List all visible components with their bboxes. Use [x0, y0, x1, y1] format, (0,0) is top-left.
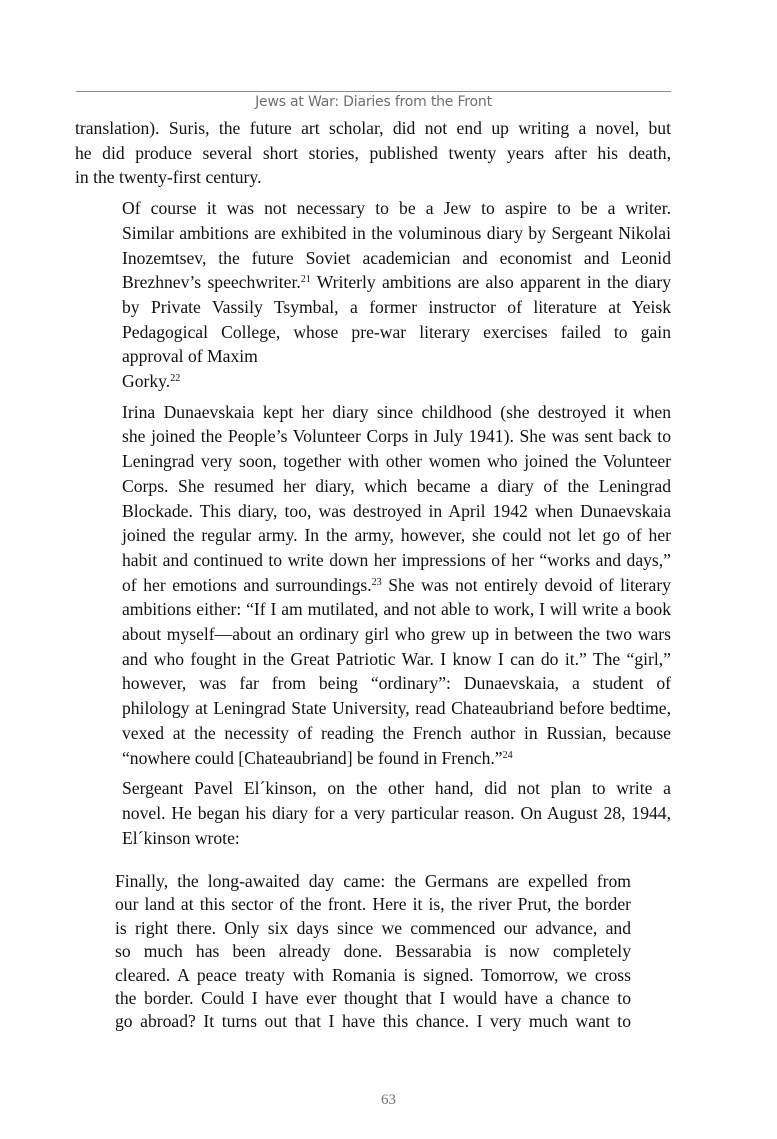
text-segment: of her emotions and surroundings. — [122, 574, 372, 595]
quote-line: our land at this sector of the front. Here it is, the river Prut, the border — [115, 894, 631, 915]
text-line: Sergeant Pavel El´kinson, on the other hand, did not plan to write a — [122, 778, 671, 799]
footnote-ref-21[interactable]: 21 — [300, 274, 311, 286]
diary-quote — [115, 870, 631, 1034]
paragraph-1 — [75, 116, 671, 190]
text-line: she joined the People’s Volunteer Corps in July 1941). She was sent back to — [122, 426, 671, 447]
footnote-ref-23[interactable]: 23 — [371, 576, 382, 588]
text-line: philology at Leningrad State University, read Chateaubriand before bedtime, — [122, 698, 671, 719]
text-line: about myself—about an ordinary girl who grew up in between the two wars — [122, 624, 671, 645]
text-line: Leningrad very soon, together with other women who joined the Volunteer — [122, 451, 671, 472]
text-line: Corps. She resumed her diary, which became a diary of the Leningrad — [122, 475, 671, 496]
paragraph-3 — [75, 400, 671, 771]
text-line: by Private Vassily Tsymbal, a former instructor of literature at Yeisk — [122, 296, 671, 317]
quote-line: so much has been already done. Bessarabia is now completely — [115, 941, 631, 962]
text-line: translation). Suris, the future art scholar, did not end up writing a novel, but — [75, 118, 671, 138]
text-line — [75, 270, 671, 295]
footnote-ref-22[interactable]: 22 — [170, 373, 181, 385]
text-line: joined the regular army. In the army, however, she could not let go of her — [122, 525, 671, 546]
text-line: Blockade. This diary, too, was destroyed in April 1942 when Dunaevskaia — [122, 500, 671, 521]
quote-line: Finally, the long-awaited day came: the Germans are expelled from — [115, 871, 631, 891]
footnote-ref-24[interactable]: 24 — [502, 749, 513, 761]
paragraph-4 — [75, 776, 671, 850]
text-line: vexed at the necessity of reading the French author in Russian, because — [122, 722, 671, 743]
page-number: 63 — [381, 1092, 396, 1108]
text-line: novel. He began his diary for a very particular reason. On August 28, 1944, — [122, 802, 671, 823]
text-line: ambitions either: “If I am mutilated, and not able to work, I will write a book — [122, 599, 671, 620]
text-segment: Writerly ambitions are also apparent in the diary — [310, 272, 671, 293]
text-line: Pedagogical College, whose pre-war literary exercises failed to gain — [122, 321, 671, 342]
quote-line: is right there. Only six days since we commenced our advance, and — [115, 917, 631, 938]
text-line: approval of Maxim — [122, 346, 258, 367]
running-title: Jews at War: Diaries from the Front — [255, 94, 492, 110]
text-segment: Gorky. — [122, 371, 171, 392]
quote-line: cleared. A peace treaty with Romania is signed. Tomorrow, we cross — [115, 964, 631, 985]
text-line: habit and continued to write down her impressions of her “works and days,” — [122, 549, 671, 570]
header-rule — [76, 91, 671, 92]
text-line: Inozemtsev, the future Soviet academician and economist and Leonid — [122, 247, 671, 268]
text-line: Of course it was not necessary to be a Jew to aspire to be a writer. — [122, 198, 671, 219]
text-line: he did produce several short stories, published twenty years after his death, — [75, 142, 671, 163]
text-line: El´kinson wrote: — [122, 827, 240, 848]
text-segment: She was not entirely devoid of literary — [381, 574, 671, 595]
text-line: Irina Dunaevskaia kept her diary since childhood (she destroyed it when — [122, 401, 671, 422]
text-line: Similar ambitions are exhibited in the voluminous diary by Sergeant Nikolai — [122, 222, 671, 243]
quote-line: the border. Could I have ever thought that I would have a chance to — [115, 988, 631, 1009]
text-line — [75, 573, 671, 598]
body-text — [75, 116, 671, 850]
text-segment: Brezhnev’s speechwriter. — [122, 272, 301, 293]
text-segment: “nowhere could [Chateaubriand] be found in French.” — [122, 747, 503, 768]
text-line — [75, 746, 671, 771]
text-line — [75, 369, 671, 394]
quote-line: go abroad? It turns out that I have this chance. I very much want to — [115, 1011, 631, 1032]
text-line: in the twenty-first century. — [75, 167, 262, 188]
text-line: however, was far from being “ordinary”: Dunaevskaia, a student of — [122, 673, 671, 694]
text-line: and who fought in the Great Patriotic War. I know I can do it.” The “girl,” — [122, 648, 671, 669]
paragraph-2 — [75, 196, 671, 394]
